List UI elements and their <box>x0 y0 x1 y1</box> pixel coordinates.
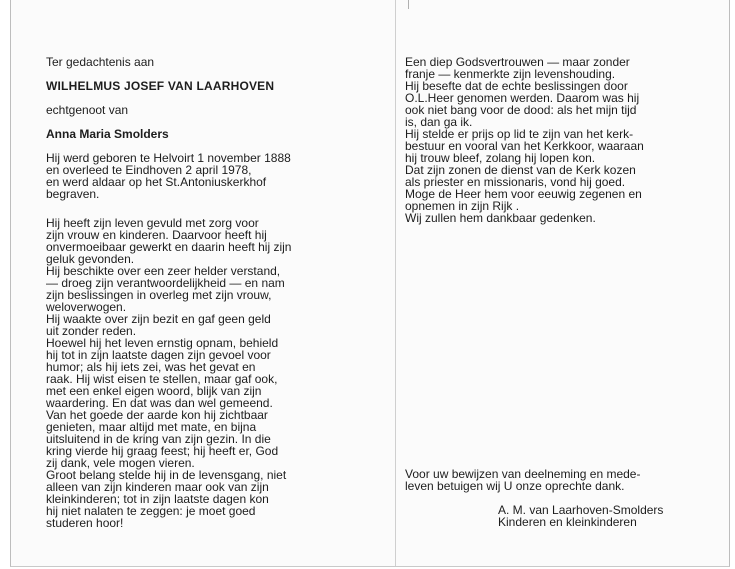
tribute-line: weloverwogen. <box>46 300 127 314</box>
right-text-line: O.L.Heer genomen werden. Daarom was hij <box>405 91 640 105</box>
tribute-line: Hoewel hij het leven ernstig opnam, behield <box>46 336 279 350</box>
tribute-line: zijn vrouw en kinderen. Daarvoor heeft hij <box>46 228 267 242</box>
tribute-line: raak. Hij wist eisen te stellen, maar gaf ook, <box>46 372 278 386</box>
tribute-line: humor; als hij iets zei, was het gevat en <box>46 360 256 374</box>
right-text-line: bestuur en vooral van het Kerkkoor, waaraan <box>405 139 644 153</box>
tribute-line: genieten, maar altijd met mate, en bijna <box>46 420 257 434</box>
thanks-line: leven betuigen wij U onze oprechte dank. <box>405 479 625 493</box>
tribute-line: kleinkinderen; tot in zijn laatste dagen kon <box>46 492 269 506</box>
right-text-line: als priester en missionaris, vond hij goed. <box>405 175 626 189</box>
right-text-line: Wij zullen hem dankbaar gedenken. <box>405 211 596 225</box>
crease-mark <box>408 0 409 9</box>
tribute-line: alleen van zijn kinderen maar ook van zijn <box>46 480 269 494</box>
tribute-line: studeren hoor! <box>46 516 124 530</box>
deceased-name: WILHELMUS JOSEF VAN LAARHOVEN <box>46 79 275 93</box>
right-text-line: franje — kenmerkte zijn levenshouding. <box>405 67 616 81</box>
biography-line: Hij werd geboren te Helvoirt 1 november 1888 <box>46 151 291 165</box>
tribute-line: uitsluitend in de kring van zijn gezin. In die <box>46 432 271 446</box>
right-text-line: Hij stelde er prijs op lid te zijn van het kerk- <box>405 127 634 141</box>
tribute-line: Hij waakte over zijn bezit en gaf geen geld <box>46 312 271 326</box>
tribute-line: Hij beschikte over een zeer helder verstand, <box>46 264 281 278</box>
tribute-line: — droeg zijn verantwoordelijkheid — en nam <box>46 276 285 290</box>
tribute-line: waardering. En dat was dan wel gemeend. <box>46 396 273 410</box>
fold-line <box>395 0 396 566</box>
right-text-line: Dat zijn zonen de dienst van de Kerk kozen <box>405 163 636 177</box>
right-text-line: opnemen in zijn Rijk . <box>405 199 520 213</box>
left-panel <box>46 56 376 529</box>
right-text-line: Een diep Godsvertrouwen — maar zonder <box>405 55 630 69</box>
right-text-line: is, dan ga ik. <box>405 115 473 129</box>
tribute-line: uit zonder reden. <box>46 324 137 338</box>
tribute-line: zij dank, vele mogen vieren. <box>46 456 195 470</box>
tribute <box>46 217 376 529</box>
tribute-line: onvermoeibaar gewerkt en daarin heeft hij zijn <box>46 240 292 254</box>
tribute-line: hij niet nalaten te zeggen: je moet goed <box>46 504 256 518</box>
spouse-name: Anna Maria Smolders <box>46 127 169 141</box>
signature-family: Kinderen en kleinkinderen <box>498 515 637 529</box>
relation-text: echtgenoot van <box>46 103 129 117</box>
right-text-line: ook niet bang voor de dood: als het mijn tijd <box>405 103 637 117</box>
tribute-line: met een enkel eigen woord, blijk van zijn <box>46 384 262 398</box>
biography <box>46 152 376 200</box>
tribute-line: kring vierde hij graag feest; hij heeft er, God <box>46 444 279 458</box>
tribute-line: Van het goede der aarde kon hij zichtbaar <box>46 408 268 422</box>
right-text-line: Moge de Heer hem voor eeuwig zegenen en <box>405 187 642 201</box>
tribute-line: geluk gevonden. <box>46 252 135 266</box>
intro-text: Ter gedachtenis aan <box>46 55 155 69</box>
biography-line: en werd aldaar op het St.Antoniuskerkhof <box>46 175 267 189</box>
thanks-note <box>405 468 705 492</box>
right-text-line: Hij besefte dat de echte beslissingen door <box>405 79 628 93</box>
biography-line: en overleed te Eindhoven 2 april 1978, <box>46 163 252 177</box>
thanks-line: Voor uw bewijzen van deelneming en mede- <box>405 467 641 481</box>
signature-block <box>498 504 718 528</box>
tribute-line: hij tot in zijn laatste dagen zijn gevoel voor <box>46 348 271 362</box>
biography-line: begraven. <box>46 187 100 201</box>
right-panel <box>405 56 705 224</box>
tribute-line: zijn beslissingen in overleg met zijn vrouw, <box>46 288 272 302</box>
tribute-line: Groot belang stelde hij in de levensgang, niet <box>46 468 287 482</box>
right-text-line: hij trouw bleef, zolang hij lopen kon. <box>405 151 596 165</box>
signature-name: A. M. van Laarhoven-Smolders <box>498 503 664 517</box>
tribute-line: Hij heeft zijn leven gevuld met zorg voor <box>46 216 259 230</box>
